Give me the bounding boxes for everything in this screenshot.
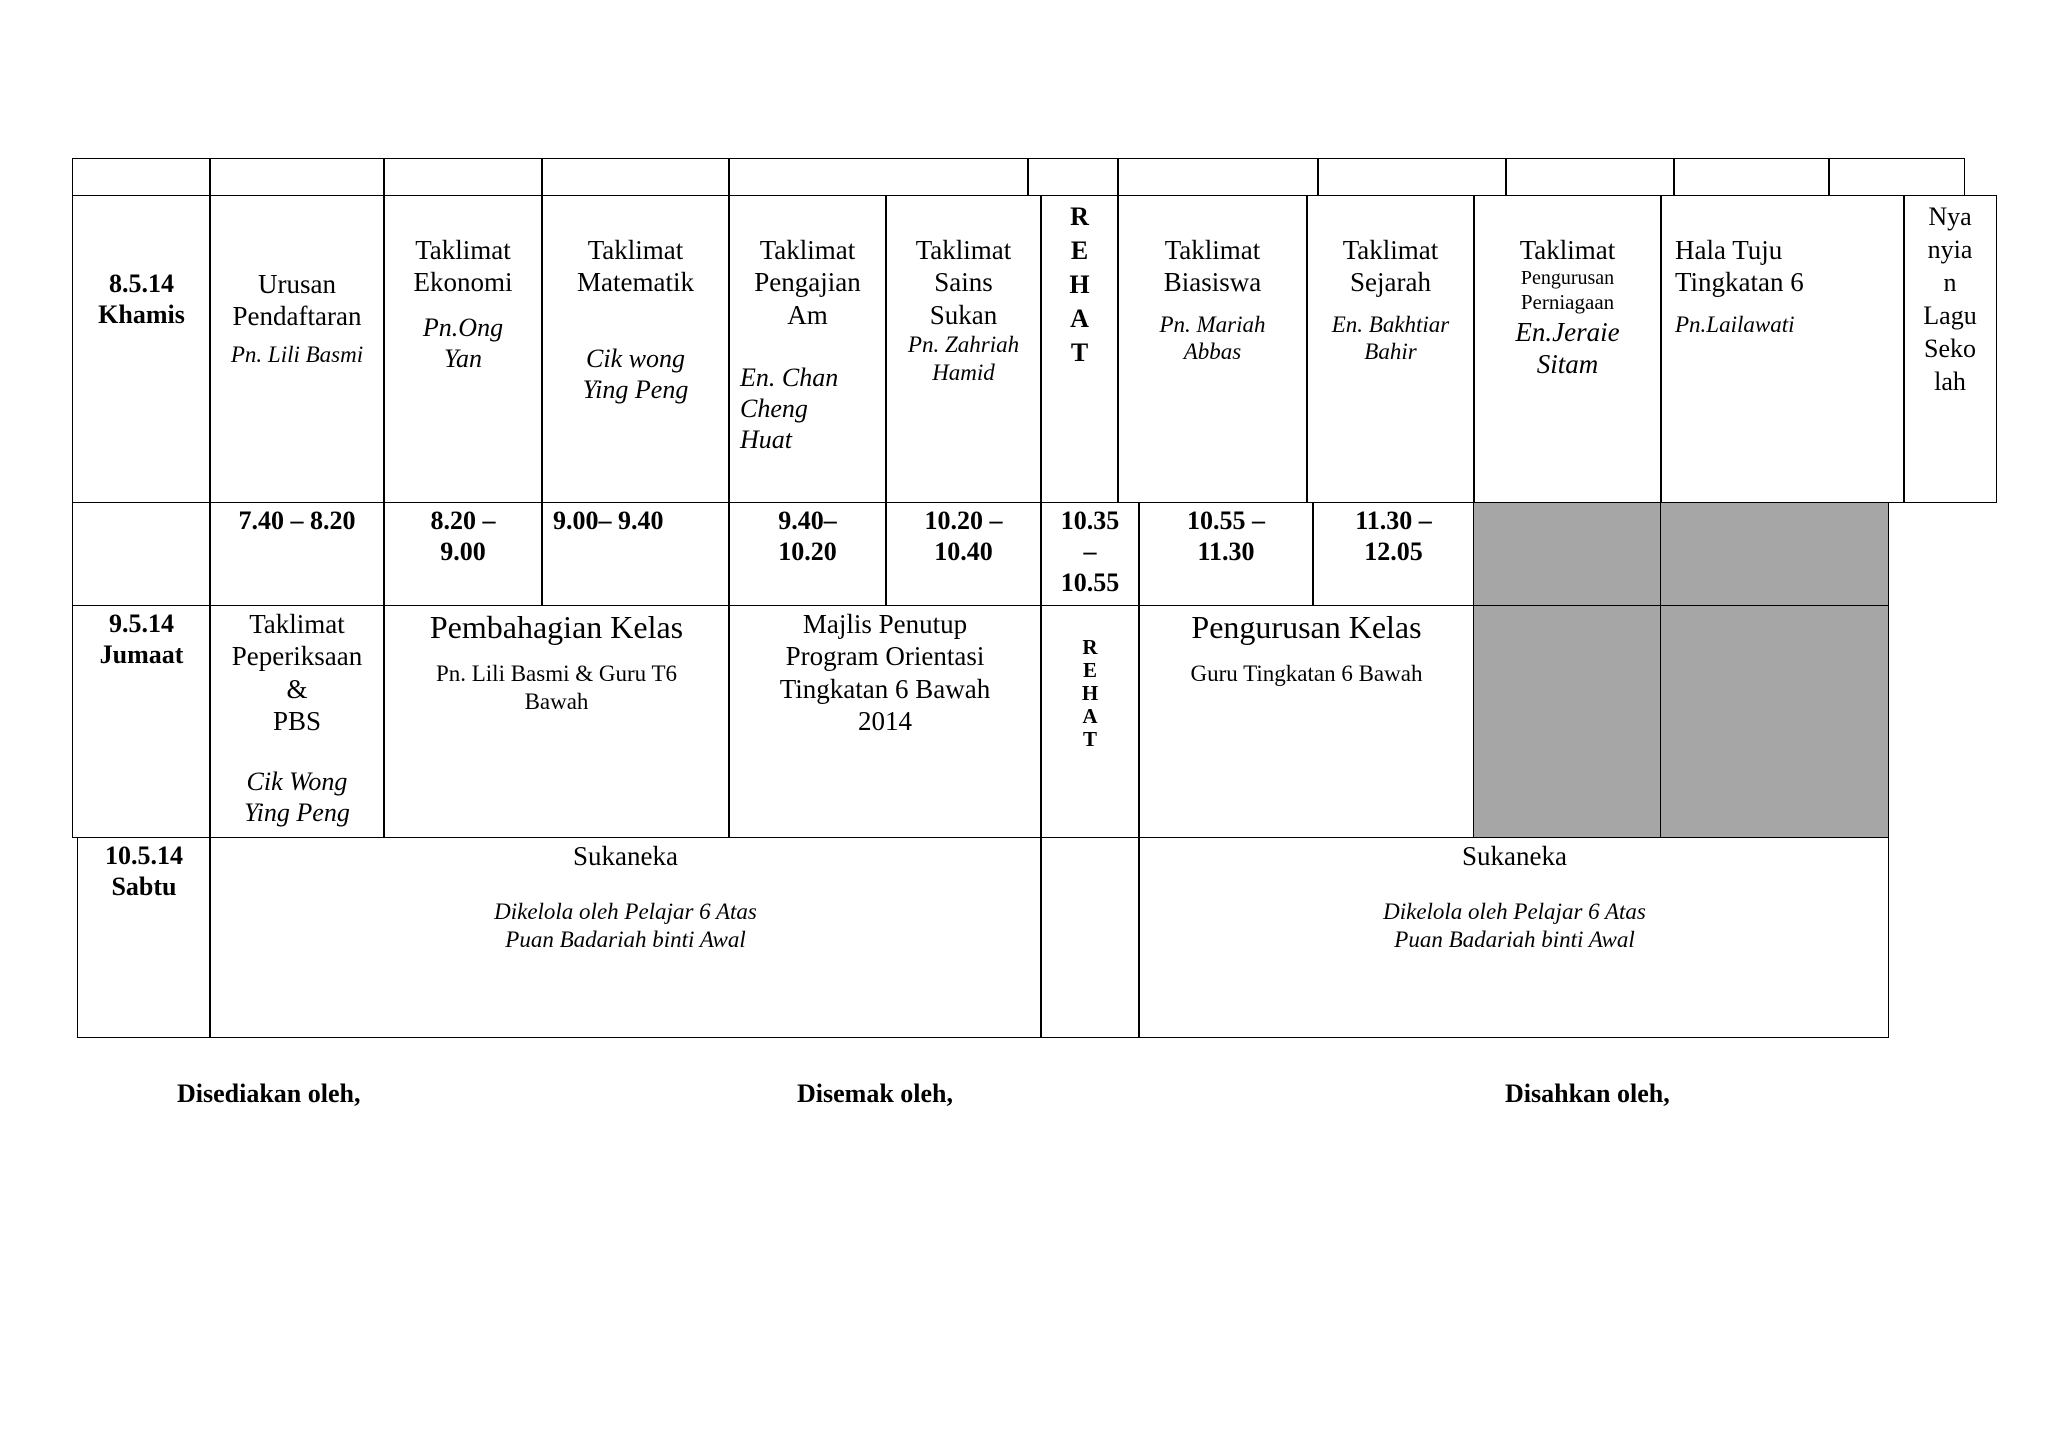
session-cell: Taklimat Matematik Cik wong Ying Peng xyxy=(577,235,694,404)
header-divider xyxy=(209,158,211,196)
exam-briefing-cell: Taklimat Peperiksaan & PBS Cik Wong Ying Peng xyxy=(231,609,363,827)
session-cell: Taklimat Sains Sukan Pn. Zahriah Hamid xyxy=(907,235,1020,385)
sports-cell: Sukaneka Dikelola oleh Pelajar 6 Atas Puan Badariah binti Awal xyxy=(1383,841,1646,952)
checked-by-label: Disemak oleh, xyxy=(797,1079,953,1108)
shaded-cell xyxy=(1474,503,1660,605)
session-cell: Urusan Pendaftaran Pn. Lili Basmi xyxy=(230,269,364,367)
shaded-cell xyxy=(1661,503,1888,605)
header-divider xyxy=(383,158,385,196)
header-divider xyxy=(1828,158,1830,196)
header-divider xyxy=(1027,158,1029,196)
time-slot-rehat: 10.35 – 10.55 xyxy=(1060,506,1120,598)
header-divider xyxy=(1505,158,1507,196)
prepared-by-label: Disediakan oleh, xyxy=(177,1079,361,1108)
time-slot: 7.40 – 8.20 xyxy=(238,506,356,535)
day-date: 10.5.14 Sabtu xyxy=(105,841,183,902)
day-date: 8.5.14 Khamis xyxy=(98,269,185,330)
class-split-cell: Pembahagian Kelas Pn. Lili Basmi & Guru T6 Bawah xyxy=(429,609,684,714)
rehat-vertical: R E H A T xyxy=(1069,202,1090,367)
session-cell: Hala Tuju Tingkatan 6 Pn.Lailawati xyxy=(1675,235,1804,337)
session-cell: Taklimat Sejarah En. Bakhtiar Bahir xyxy=(1331,235,1450,365)
cell-divider xyxy=(1660,195,1662,503)
sports-cell: Sukaneka Dikelola oleh Pelajar 6 Atas Puan Badariah binti Awal xyxy=(494,841,757,952)
header-divider xyxy=(728,158,730,196)
time-slot: 9.40– 10.20 xyxy=(778,506,837,567)
closing-ceremony-cell: Majlis Penutup Program Orientasi Tingkatan 6 Bawah 2014 xyxy=(779,609,991,737)
header-divider xyxy=(1673,158,1675,196)
time-slot: 11.30 – 12.05 xyxy=(1355,506,1432,567)
cell-divider xyxy=(541,502,543,606)
header-empty-row xyxy=(72,158,1965,196)
session-cell: Taklimat Pengajian Am xyxy=(754,235,861,330)
session-cell: Nya nyia n Lagu Seko lah xyxy=(1923,202,1977,396)
class-mgmt-cell: Pengurusan Kelas Guru Tingkatan 6 Bawah xyxy=(1190,609,1423,687)
session-cell: Taklimat Pengurusan Perniagaan En.Jeraie Sitam xyxy=(1515,235,1620,379)
day-date: 9.5.14 Jumaat xyxy=(99,609,184,670)
session-cell: Taklimat Ekonomi Pn.Ong Yan xyxy=(413,235,513,373)
header-divider xyxy=(1117,158,1119,196)
session-cell: Taklimat Biasiswa Pn. Mariah Abbas xyxy=(1159,235,1266,365)
cell-divider xyxy=(1040,837,1042,1038)
header-divider xyxy=(1317,158,1319,196)
time-slot: 8.20 – 9.00 xyxy=(430,506,496,567)
time-slot: 10.55 – 11.30 xyxy=(1187,506,1265,567)
rehat-vertical: R E H A T xyxy=(1081,635,1099,751)
session-teacher: En. Chan Cheng Huat xyxy=(740,363,839,455)
header-divider xyxy=(541,158,543,196)
shaded-cell xyxy=(1661,606,1888,837)
time-slot: 10.20 – 10.40 xyxy=(924,506,1003,567)
time-slot: 9.00– 9.40 xyxy=(553,506,664,535)
approved-by-label: Disahkan oleh, xyxy=(1505,1079,1670,1108)
shaded-cell xyxy=(1474,606,1660,837)
